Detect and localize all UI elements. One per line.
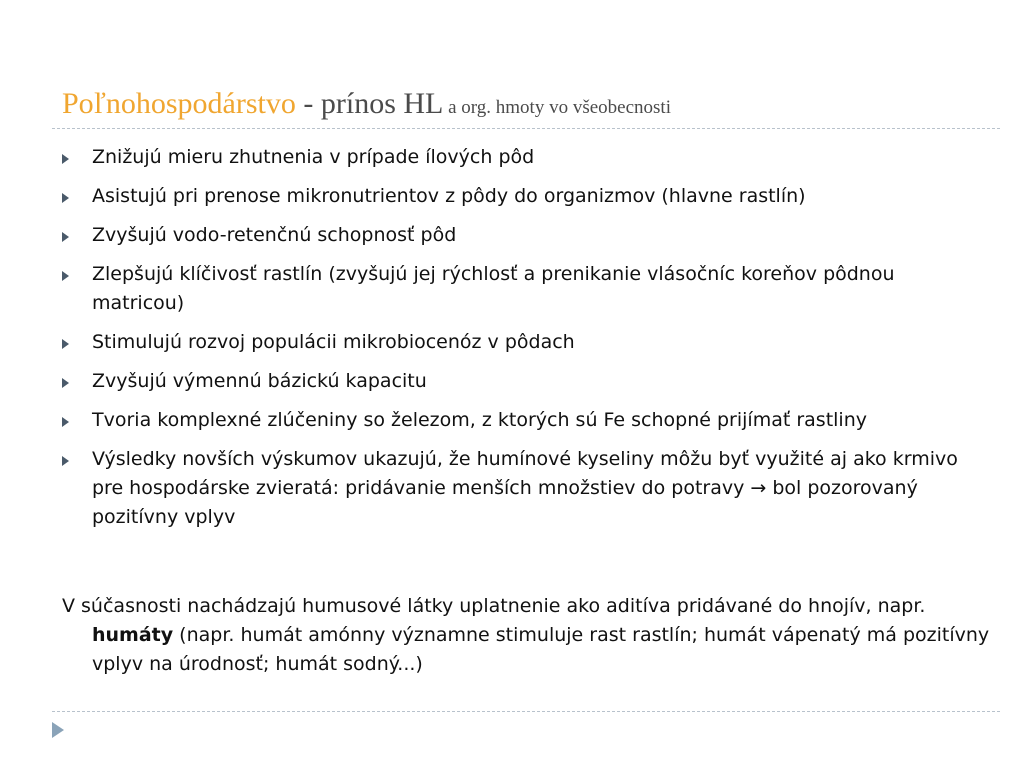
bullet-text: Zvyšujú vodo-retenčnú schopnosť pôd bbox=[92, 224, 457, 246]
bullet-text: Zlepšujú klíčivosť rastlín (zvyšujú jej rýchlosť a prenikanie vlásočníc koreňov pôdnou matricou) bbox=[92, 263, 895, 314]
footer-divider bbox=[52, 711, 1000, 712]
bullet-item bbox=[62, 182, 982, 211]
summary-text-end: (napr. humát amónny významne stimuluje rast rastlín; humát vápenatý má pozitívny vplyv na úrodnosť; humát sodný...) bbox=[92, 624, 990, 675]
bullet-arrow-icon bbox=[62, 271, 69, 281]
bullet-arrow-icon bbox=[62, 456, 69, 466]
bullet-item bbox=[62, 221, 982, 250]
bullet-arrow-icon bbox=[62, 378, 69, 388]
bullet-item bbox=[62, 260, 982, 318]
bullet-list bbox=[62, 143, 982, 542]
summary-bold-term: humáty bbox=[92, 624, 174, 646]
summary-paragraph bbox=[62, 592, 1002, 679]
play-next-icon[interactable] bbox=[52, 722, 64, 738]
title-subtitle: a org. hmoty vo všeobecnosti bbox=[443, 97, 671, 118]
bullet-text: Tvoria komplexné zlúčeniny so železom, z ktorých sú Fe schopné prijímať rastliny bbox=[92, 409, 867, 431]
title-divider bbox=[52, 128, 1000, 129]
bullet-arrow-icon bbox=[62, 339, 69, 349]
bullet-text: Znižujú mieru zhutnenia v prípade ílových pôd bbox=[92, 146, 535, 168]
title-main-word: Poľnohospodárstvo bbox=[62, 87, 296, 120]
bullet-text: Stimulujú rozvoj populácii mikrobiocenóz v pôdach bbox=[92, 331, 575, 353]
bullet-item bbox=[62, 445, 982, 532]
bullet-text: Zvyšujú výmennú bázickú kapacitu bbox=[92, 370, 427, 392]
bullet-item bbox=[62, 328, 982, 357]
bullet-item bbox=[62, 143, 982, 172]
bullet-arrow-icon bbox=[62, 232, 69, 242]
bullet-item bbox=[62, 406, 982, 435]
bullet-arrow-icon bbox=[62, 154, 69, 164]
bullet-text: Asistujú pri prenose mikronutrientov z pôdy do organizmov (hlavne rastlín) bbox=[92, 185, 806, 207]
slide-title bbox=[62, 84, 1002, 128]
summary-text-start: V súčasnosti nachádzajú humusové látky uplatnenie ako aditíva pridávané do hnojív, napr. bbox=[62, 595, 926, 617]
bullet-arrow-icon bbox=[62, 417, 69, 427]
bullet-item bbox=[62, 367, 982, 396]
title-subject: - prínos HL bbox=[295, 87, 444, 120]
bullet-arrow-icon bbox=[62, 193, 69, 203]
bullet-text: Výsledky novších výskumov ukazujú, že humínové kyseliny môžu byť využité aj ako krmivo pre hospodárske zvieratá: pridávanie menších množstiev do potravy → bol pozorovaný pozitívny vplyv bbox=[92, 448, 958, 528]
